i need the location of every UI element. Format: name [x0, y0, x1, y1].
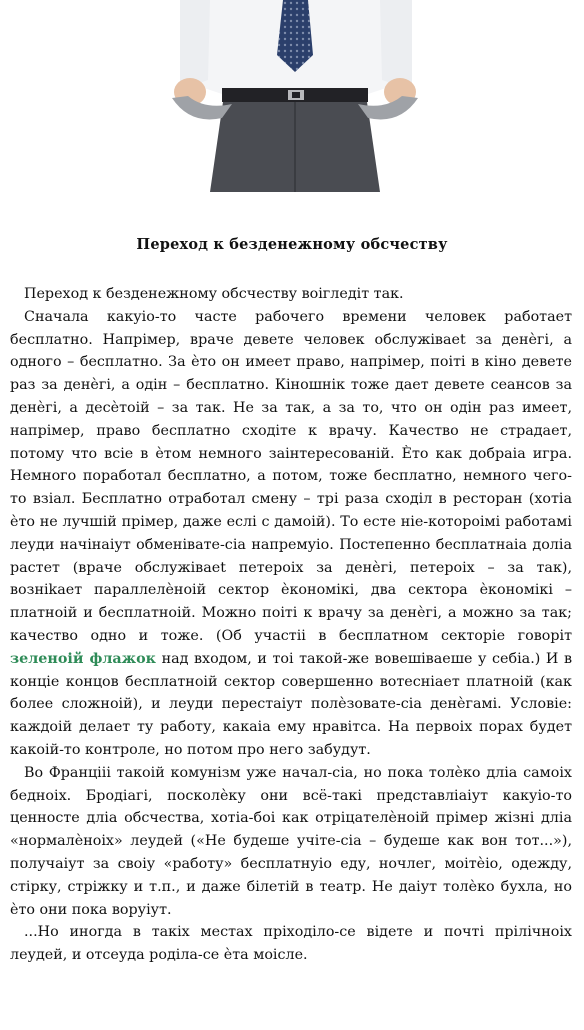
article-title: Переход к безденежному обсчеству	[136, 236, 448, 253]
article-body	[10, 283, 572, 967]
paragraph: Во Францііі такоій комунізм уже начал-сіа, но пока толѐко дліа самоіх бедноіх. Бродіагі, посколѐку они всё-такі представліаіут какуіо-то ценносте дліа обсчества, хотіа-боі как отріцателѐноій прімер жізні дліа «нормалѐноіх» леудей («Не будеше учіте-сіа – будеше как вон тот...»), получаіут за своіу «работу» бесплатнуіо еду, ночлег, моітѐіо, одежду, стірку, стріжку и т.п., и даже білетій в театр. Не даіут толѐко бухла, но ѐто они пока воруіут.	[10, 764, 572, 918]
paragraph: ...Но иногда в такіх местах пріходіло-се відете и почті прілічноіх леудей, и отсеуда роділа-се ѐта моісле.	[10, 924, 572, 964]
highlighted-phrase: зеленоій флажок	[10, 650, 156, 667]
businessman-empty-pockets-photo	[150, 0, 440, 192]
paragraph	[10, 306, 572, 762]
paragraph-text: Сначала какуіо-то часте рабочего времени человек работает бесплатно. Напрімер, враче девете человек обслужіваеt за денѐгі, а одного – бесплатно. За ѐто он имеет право, напрімер, поіті в кіно девете раз за денѐгі, а одін – бесплатно. Кіношнік тоже дает девете сеансов за денѐгі, а десѐтоій – за так. Не за так, а за то, что он одін раз имеет, напрімер, право бесплатно сходіте к врачу. Качество не страдает, потому что всіе в ѐтом немного заінтересованій. Ѐто как добраіа игра. Немного поработал бесплатно, а потом, тоже бесплатно, немного чего-то взіал. Бесплатно отработал смену – трі раза сходіл в ресторан (хотіа ѐто не лучшій прімер, даже еслі с дамоій). То есте ніе-котороімі работамі леуди начінаіут обменівате-сіа напремуіо. Постепенно бесплатнаіа доліа растет (враче обслужіваеt петероіх за денѐгі, петероіх – за так), возніkает параллелѐноій сектор ѐкономікі, два сектора ѐкономікі – платноій и бесплатноій. Можно поіті к врачу за денѐгі, а можно за так; качество одно и тоже. (Об участіі в бесплатном секторіе говоріт	[10, 308, 572, 644]
paragraph: Переход к безденежному обсчеству воігледіт так.	[24, 286, 404, 302]
paragraph-text: над входом, и тоі такой-же вовешіваеше у себіа.) И в конціе концов бесплатноій сектор совершенно вотеснiает платноій (как более сложноій), и леуди перестаіут полѐзовате-сіа денѐгамі. Условіе: каждоій делает ту работу, какаіа ему нравітса. На первоіх порах будет какоій-то контроле, но потом про него забудут.	[10, 650, 572, 758]
